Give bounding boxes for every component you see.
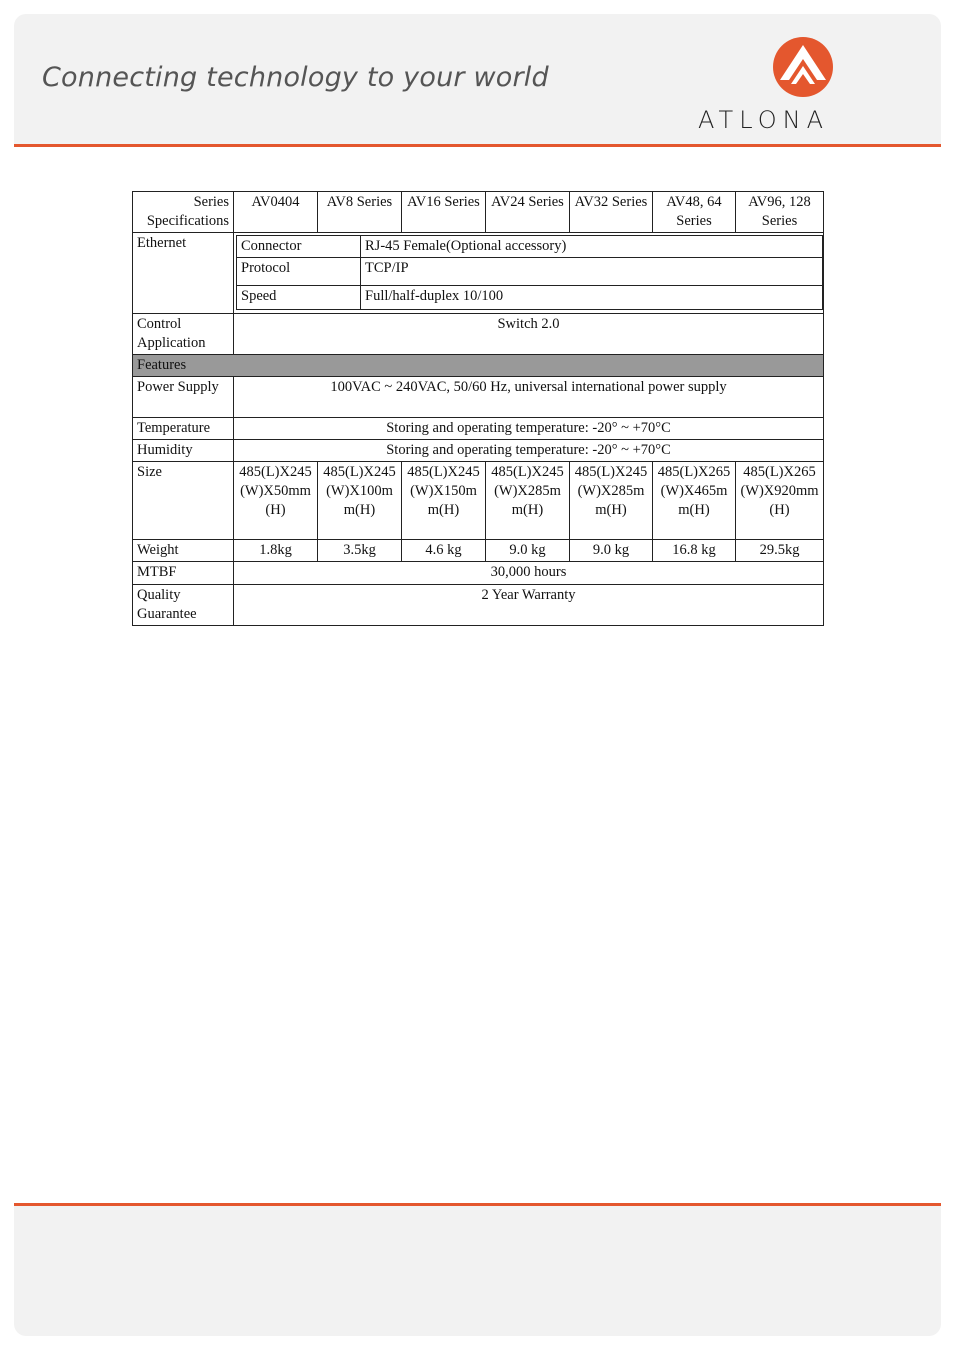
ethernet-key: Protocol — [237, 258, 361, 286]
ethernet-details — [234, 233, 824, 314]
size-value: 485(L)X265(W)X465mm(H) — [653, 462, 736, 540]
series-col: AV16 Series — [402, 192, 486, 233]
humidity-label: Humidity — [133, 440, 234, 462]
series-col: AV0404 — [234, 192, 318, 233]
humidity-row — [133, 440, 824, 462]
atlona-logo-icon — [772, 36, 834, 98]
power-supply-row — [133, 377, 824, 418]
table-row — [237, 236, 823, 258]
size-value: 485(L)X245(W)X285mm(H) — [570, 462, 653, 540]
ethernet-label: Ethernet — [133, 233, 234, 314]
table-row — [237, 258, 823, 286]
quality-value: 2 Year Warranty — [234, 585, 824, 626]
weight-value: 3.5kg — [318, 540, 402, 562]
weight-value: 16.8 kg — [653, 540, 736, 562]
size-row — [133, 462, 824, 540]
size-value: 485(L)X245(W)X100mm(H) — [318, 462, 402, 540]
ethernet-value: RJ-45 Female(Optional accessory) — [361, 236, 823, 258]
tagline: Connecting technology to your world — [42, 62, 549, 93]
features-label: Features — [133, 355, 824, 377]
ethernet-subtable — [236, 235, 823, 310]
temperature-row — [133, 418, 824, 440]
size-value: 485(L)X265(W)X920mm(H) — [736, 462, 824, 540]
temperature-value: Storing and operating temperature: -20° ~ +70°C — [234, 418, 824, 440]
control-application-label: Control Application — [133, 314, 234, 355]
series-col: AV24 Series — [486, 192, 570, 233]
table-row — [237, 286, 823, 310]
brand-name: ATLONA — [698, 106, 829, 134]
humidity-value: Storing and operating temperature: -20° ~ +70°C — [234, 440, 824, 462]
header-rule — [14, 144, 941, 147]
size-value: 485(L)X245(W)X150mm(H) — [402, 462, 486, 540]
mtbf-value: 30,000 hours — [234, 562, 824, 585]
mtbf-row — [133, 562, 824, 585]
ethernet-row — [133, 233, 824, 314]
header-label: Series Specifications — [133, 192, 234, 233]
power-supply-value: 100VAC ~ 240VAC, 50/60 Hz, universal international power supply — [234, 377, 824, 418]
ethernet-key: Speed — [237, 286, 361, 310]
series-col: AV32 Series — [570, 192, 653, 233]
temperature-label: Temperature — [133, 418, 234, 440]
quality-label: Quality Guarantee — [133, 585, 234, 626]
power-supply-label: Power Supply — [133, 377, 234, 418]
series-col: AV8 Series — [318, 192, 402, 233]
weight-label: Weight — [133, 540, 234, 562]
page-footer — [14, 1206, 941, 1336]
size-value: 485(L)X245(W)X285mm(H) — [486, 462, 570, 540]
brand-wordmark — [698, 106, 908, 132]
weight-value: 9.0 kg — [486, 540, 570, 562]
ethernet-key: Connector — [237, 236, 361, 258]
quality-row — [133, 585, 824, 626]
specifications-table — [132, 191, 824, 626]
size-value: 485(L)X245(W)X50mm(H) — [234, 462, 318, 540]
mtbf-label: MTBF — [133, 562, 234, 585]
weight-value: 29.5kg — [736, 540, 824, 562]
series-col: AV96, 128 Series — [736, 192, 824, 233]
control-application-row — [133, 314, 824, 355]
weight-value: 9.0 kg — [570, 540, 653, 562]
features-row — [133, 355, 824, 377]
size-label: Size — [133, 462, 234, 540]
ethernet-value: TCP/IP — [361, 258, 823, 286]
weight-row — [133, 540, 824, 562]
weight-value: 1.8kg — [234, 540, 318, 562]
ethernet-value: Full/half-duplex 10/100 — [361, 286, 823, 310]
table-header-row — [133, 192, 824, 233]
control-application-value: Switch 2.0 — [234, 314, 824, 355]
page-header — [14, 14, 941, 146]
series-col: AV48, 64 Series — [653, 192, 736, 233]
weight-value: 4.6 kg — [402, 540, 486, 562]
